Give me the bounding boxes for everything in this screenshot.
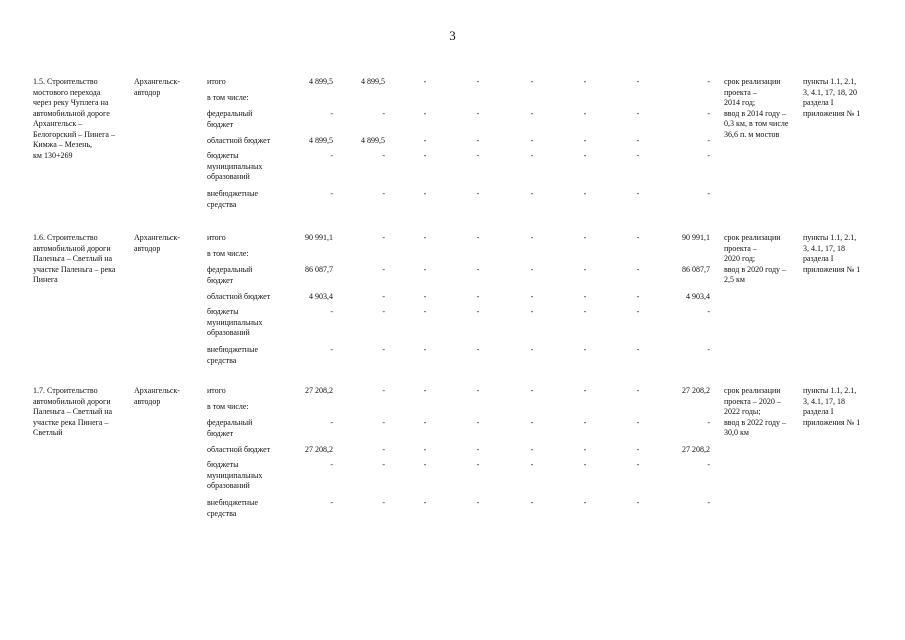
funding-source-label: бюджеты (207, 460, 239, 469)
reference-points-line: раздела I (803, 407, 834, 416)
funding-value-cell: 86 087,7 (682, 265, 710, 274)
funding-value-cell: - (636, 345, 640, 354)
section-name-line: км 130+269 (33, 150, 73, 160)
funding-source-label: бюджет (207, 275, 234, 285)
funding-value-cell: 4 899,5 (361, 136, 385, 145)
funding-value-cell: - (707, 418, 710, 427)
funding-source-label: муниципальных (207, 470, 263, 480)
reference-points-line: приложения № 1 (803, 264, 861, 274)
funding-value-cell: - (530, 265, 534, 274)
funding-source-label: федеральный (207, 265, 253, 274)
funding-value-cell: - (382, 151, 385, 160)
funding-source-label: областной бюджет (207, 292, 271, 301)
funding-value-cell: - (530, 445, 534, 454)
section-name-line: через реку Чуплега на (33, 98, 109, 107)
section-name-line: 1.6. Строительство (33, 233, 98, 242)
section-name-line: Архангельск – (33, 119, 83, 128)
result-indicator-line: 30,0 км (724, 428, 749, 437)
funding-value-cell: - (382, 418, 385, 427)
funding-value-cell: - (707, 136, 710, 145)
executor-line: автодор (134, 87, 161, 97)
section-name-line: 1.5. Строительство (33, 77, 98, 86)
funding-value-cell: - (423, 109, 427, 118)
funding-source-label: образований (207, 328, 250, 337)
funding-value-cell: - (423, 233, 427, 242)
funding-value-cell: - (583, 345, 587, 354)
funding-value-cell: - (583, 498, 587, 507)
funding-value-cell: - (636, 109, 640, 118)
funding-value-cell: - (382, 445, 385, 454)
funding-value-cell: - (636, 233, 640, 242)
funding-value-cell: - (530, 233, 534, 242)
funding-value-cell: - (636, 77, 640, 86)
funding-source-label: средства (207, 508, 237, 518)
funding-value-cell: - (476, 460, 480, 469)
funding-value-cell: 86 087,7 (305, 265, 333, 274)
funding-value-cell: - (476, 418, 480, 427)
result-indicator-line: ввод в 2020 году – (724, 264, 787, 274)
executor-line: Архангельск- (134, 233, 180, 242)
funding-value-cell: - (583, 189, 587, 198)
funding-value-cell: - (583, 307, 587, 316)
funding-value-cell: - (583, 292, 587, 301)
funding-value-cell: - (330, 151, 333, 160)
result-indicator-line: срок реализации (724, 386, 781, 395)
funding-value-cell: - (382, 292, 385, 301)
section-name-line: Кимжа – Мезень, (33, 140, 93, 149)
funding-value-cell: - (330, 418, 333, 427)
funding-source-label: бюджеты (207, 151, 239, 160)
result-indicator-line: срок реализации (724, 77, 781, 86)
funding-value-cell: - (330, 307, 333, 316)
funding-value-cell: - (636, 445, 640, 454)
funding-value-cell: - (382, 498, 385, 507)
funding-value-cell: - (382, 189, 385, 198)
reference-points-line: приложения № 1 (803, 417, 861, 427)
funding-value-cell: - (476, 265, 480, 274)
funding-source-label: итого (207, 77, 226, 86)
funding-value-cell: - (530, 345, 534, 354)
funding-value-cell: - (330, 109, 333, 118)
funding-value-cell: - (530, 460, 534, 469)
funding-value-cell: - (330, 189, 333, 198)
funding-value-cell: - (583, 418, 587, 427)
result-indicator-line: 2,5 км (724, 275, 745, 284)
funding-value-cell: 4 899,5 (309, 136, 333, 145)
section-name-line: Паленьга – Светлый на (33, 407, 113, 416)
reference-points-line: раздела I (803, 98, 834, 107)
funding-value-cell: - (476, 233, 480, 242)
funding-source-label: образований (207, 481, 250, 490)
funding-source-label: итого (207, 233, 226, 242)
funding-value-cell: - (476, 77, 480, 86)
funding-value-cell: - (636, 307, 640, 316)
funding-value-cell: - (423, 445, 427, 454)
reference-points-line: 3, 4.1, 17, 18 (803, 396, 845, 406)
section-name-line: автомобильной дороги (33, 243, 111, 253)
funding-source-label: средства (207, 355, 237, 365)
section-name-line: Светлый (33, 428, 63, 437)
funding-value-cell: - (636, 498, 640, 507)
funding-value-cell: - (530, 418, 534, 427)
funding-source-label: федеральный (207, 418, 253, 427)
executor-line: автодор (134, 243, 161, 253)
section-name-line: Паленьга – Светлый на (33, 254, 113, 263)
funding-source-label: в том числе: (207, 402, 249, 411)
funding-value-cell: - (330, 460, 333, 469)
funding-value-cell: 90 991,1 (682, 233, 710, 242)
funding-value-cell: - (382, 460, 385, 469)
funding-value-cell: - (382, 386, 385, 395)
reference-points-line: пункты 1.1, 2.1, (803, 233, 857, 242)
result-indicator-line: проекта – (724, 243, 757, 253)
funding-value-cell: - (476, 189, 480, 198)
funding-value-cell: - (382, 109, 385, 118)
funding-value-cell: 4 899,5 (361, 77, 385, 86)
result-indicator-line: 2022 годы; (724, 407, 761, 416)
funding-value-cell: - (636, 265, 640, 274)
funding-source-label: внебюджетные (207, 189, 258, 198)
funding-value-cell: - (636, 151, 640, 160)
reference-points-line: 3, 4.1, 17, 18, 20 (803, 87, 857, 97)
funding-value-cell: - (636, 292, 640, 301)
funding-value-cell: - (636, 189, 640, 198)
funding-value-cell: - (330, 498, 333, 507)
funding-value-cell: - (583, 77, 587, 86)
funding-value-cell: - (330, 345, 333, 354)
section-name-line: Пинега (33, 275, 58, 284)
funding-value-cell: 27 208,2 (305, 386, 333, 395)
section-name-line: участке река Пинега – (33, 417, 109, 427)
funding-value-cell: - (583, 265, 587, 274)
funding-value-cell: - (530, 109, 534, 118)
funding-source-label: в том числе: (207, 249, 249, 258)
funding-value-cell: - (382, 233, 385, 242)
funding-value-cell: - (530, 151, 534, 160)
funding-value-cell: - (382, 345, 385, 354)
funding-value-cell: - (423, 345, 427, 354)
funding-source-label: муниципальных (207, 161, 263, 171)
funding-value-cell: - (530, 498, 534, 507)
funding-source-label: образований (207, 172, 250, 181)
funding-value-cell: - (583, 445, 587, 454)
funding-value-cell: - (382, 307, 385, 316)
funding-value-cell: - (423, 265, 427, 274)
funding-value-cell: 90 991,1 (305, 233, 333, 242)
executor-line: Архангельск- (134, 386, 180, 395)
section-name-line: 1.7. Строительство (33, 386, 98, 395)
funding-value-cell: - (636, 136, 640, 145)
funding-value-cell: 27 208,2 (682, 445, 710, 454)
result-indicator-line: ввод в 2022 году – (724, 417, 787, 427)
funding-value-cell: - (707, 109, 710, 118)
reference-points-line: пункты 1.1, 2.1, (803, 77, 857, 86)
funding-value-cell: - (530, 136, 534, 145)
funding-value-cell: - (707, 345, 710, 354)
funding-source-label: в том числе: (207, 93, 249, 102)
funding-value-cell: - (382, 265, 385, 274)
funding-value-cell: - (707, 307, 710, 316)
funding-value-cell: - (530, 77, 534, 86)
funding-value-cell: - (476, 136, 480, 145)
funding-value-cell: - (476, 498, 480, 507)
funding-value-cell: - (530, 386, 534, 395)
funding-value-cell: - (707, 189, 710, 198)
funding-value-cell: - (423, 460, 427, 469)
reference-points-line: раздела I (803, 254, 834, 263)
result-indicator-line: проекта – (724, 87, 757, 97)
funding-value-cell: 27 208,2 (305, 445, 333, 454)
funding-value-cell: 4 903,4 (309, 292, 333, 301)
section-name-line: мостового перехода (33, 87, 101, 97)
reference-points-line: пункты 1.1, 2.1, (803, 386, 857, 395)
funding-source-label: федеральный (207, 109, 253, 118)
funding-source-label: областной бюджет (207, 445, 271, 454)
funding-source-label: внебюджетные (207, 345, 258, 354)
funding-source-label: муниципальных (207, 317, 263, 327)
funding-value-cell: - (476, 109, 480, 118)
funding-value-cell: - (476, 151, 480, 160)
section-name-line: автомобильной дороги (33, 396, 111, 406)
result-indicator-line: ввод в 2014 году – (724, 108, 787, 118)
funding-value-cell: 4 899,5 (309, 77, 333, 86)
funding-value-cell: - (423, 498, 427, 507)
executor-line: автодор (134, 396, 161, 406)
funding-value-cell: - (530, 189, 534, 198)
funding-value-cell: - (583, 151, 587, 160)
funding-value-cell: 27 208,2 (682, 386, 710, 395)
funding-value-cell: - (423, 77, 427, 86)
funding-value-cell: - (476, 292, 480, 301)
funding-value-cell: - (583, 386, 587, 395)
funding-value-cell: - (423, 386, 427, 395)
funding-value-cell: - (583, 109, 587, 118)
funding-source-label: средства (207, 199, 237, 209)
funding-source-label: бюджет (207, 119, 234, 129)
reference-points-line: 3, 4.1, 17, 18 (803, 243, 845, 253)
funding-value-cell: - (530, 292, 534, 301)
funding-value-cell: - (423, 292, 427, 301)
page-number: 3 (449, 28, 456, 43)
result-indicator-line: 2014 год; (724, 98, 756, 107)
funding-source-label: областной бюджет (207, 136, 271, 145)
section-name-line: Белогорский – Пинега – (33, 129, 115, 139)
funding-value-cell: - (636, 418, 640, 427)
result-indicator-line: 0,3 км, в том числе (724, 119, 789, 128)
funding-value-cell: - (476, 386, 480, 395)
funding-value-cell: - (476, 445, 480, 454)
result-indicator-line: 36,6 п. м мостов (724, 129, 780, 139)
section-name-line: автомобильной дороге (33, 108, 110, 118)
funding-source-label: внебюджетные (207, 498, 258, 507)
funding-source-label: итого (207, 386, 226, 395)
result-indicator-line: 2020 год; (724, 254, 756, 263)
funding-value-cell: - (707, 498, 710, 507)
funding-value-cell: - (583, 136, 587, 145)
funding-value-cell: - (423, 151, 427, 160)
funding-value-cell: - (583, 460, 587, 469)
result-indicator-line: срок реализации (724, 233, 781, 242)
funding-value-cell: - (423, 418, 427, 427)
funding-value-cell: - (636, 460, 640, 469)
funding-value-cell: - (636, 386, 640, 395)
funding-value-cell: - (476, 345, 480, 354)
funding-source-label: бюджеты (207, 307, 239, 316)
funding-value-cell: - (707, 460, 710, 469)
executor-line: Архангельск- (134, 77, 180, 86)
funding-value-cell: - (530, 307, 534, 316)
funding-value-cell: - (423, 307, 427, 316)
funding-value-cell: - (423, 136, 427, 145)
section-name-line: участке Паленьга – река (33, 264, 116, 274)
funding-value-cell: - (707, 151, 710, 160)
funding-source-label: бюджет (207, 428, 234, 438)
funding-value-cell: - (707, 77, 710, 86)
funding-value-cell: 4 903,4 (686, 292, 710, 301)
funding-value-cell: - (423, 189, 427, 198)
reference-points-line: приложения № 1 (803, 108, 861, 118)
funding-value-cell: - (476, 307, 480, 316)
funding-value-cell: - (583, 233, 587, 242)
result-indicator-line: проекта – 2020 – (724, 396, 781, 406)
